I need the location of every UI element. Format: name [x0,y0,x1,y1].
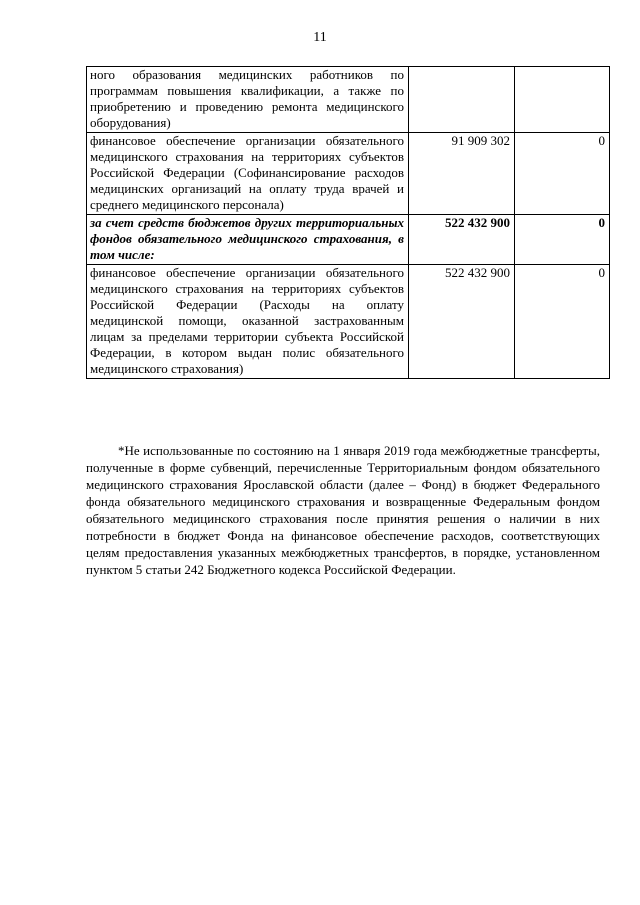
budget-table [86,66,610,379]
row-unused-balance: 0 [515,133,610,215]
row-description: финансовое обеспечение организации обязательного медицинского страхования на территориях субъектов Российской Федерации (Расходы на оплату медицинской помощи, оказанной застрахованным лицам за пределами территории субъекта Российской Федерации, в котором выдан полис обязательного медицинского страхования) [87,265,409,379]
row-amount: 522 432 900 [409,215,515,265]
row-description: финансовое обеспечение организации обязательного медицинского страхования на территориях субъектов Российской Федерации (Софинансирование расходов медицинских организаций на оплату труда врачей и среднего медицинского персонала) [87,133,409,215]
footnote: *Не использованные по состоянию на 1 января 2019 года межбюджетные трансферты, полученные в форме субвенций, перечисленные Территориальным фондом обязательного медицинского страхования Ярославской области (далее – Фонд) в бюджет Федерального фонда обязательного медицинского страхования и возвращенные Федеральным фондом обязательного медицинского страхования после принятия решения о наличии в них потребности в бюджет Фонда на финансовое обеспечение расходов, соответствующих целям предоставления указанных межбюджетных трансфертов, в порядке, установленном пунктом 5 статьи 242 Бюджетного кодекса Российской Федерации. [86,443,600,577]
row-amount: 91 909 302 [409,133,515,215]
table-row [87,265,610,379]
row-description: ного образования медицинских работников по программам повышения квалификации, а также по приобретению и проведению ремонта медицинского оборудования) [87,67,409,133]
table-row [87,67,610,133]
row-amount: 522 432 900 [409,265,515,379]
row-unused-balance: 0 [515,215,610,265]
table-row-subtotal [87,215,610,265]
row-description: за счет средств бюджетов других территориальных фондов обязательного медицинского страхования, в том числе: [87,215,409,265]
row-unused-balance: 0 [515,265,610,379]
row-amount [409,67,515,133]
row-unused-balance [515,67,610,133]
page-number: 11 [313,30,327,45]
table-row [87,133,610,215]
